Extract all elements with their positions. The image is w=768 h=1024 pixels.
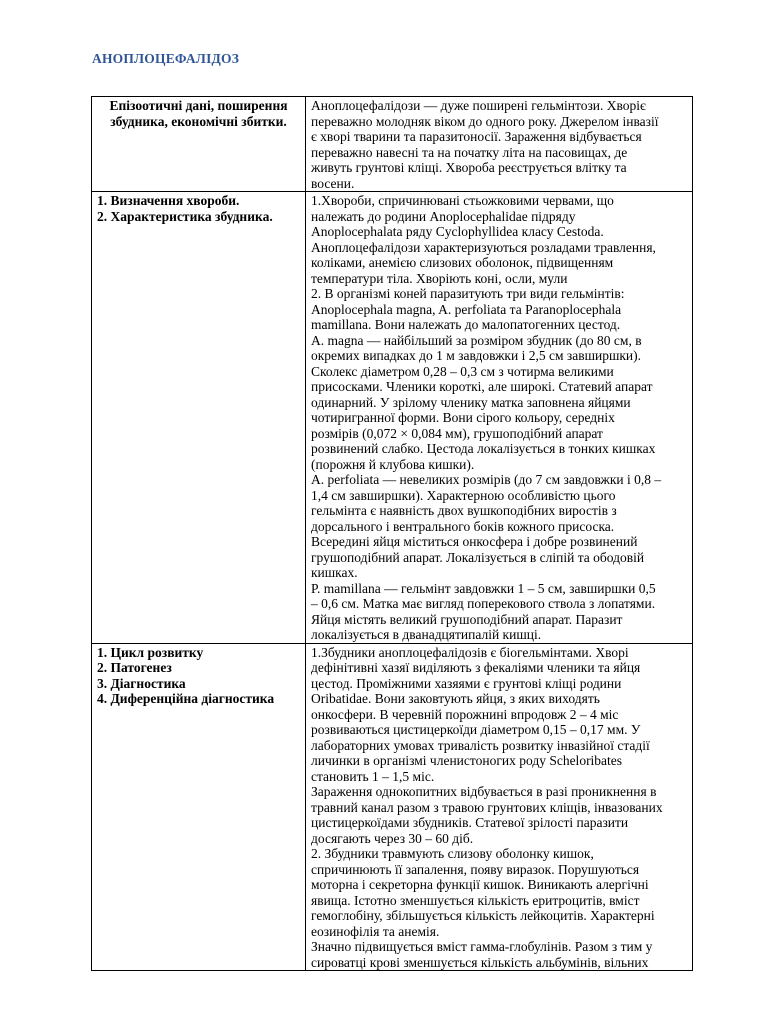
text-line: личинки в організмі членистоногих роду Scheloribates (311, 753, 623, 768)
text-line: дефінітивні хазяї виділяють з фекаліями членики та яйця (311, 660, 641, 675)
row-2-text-cell (306, 192, 693, 644)
text-line: Значно підвищується вміст гамма-глобулінів. Разом з тим у (311, 939, 653, 954)
text-line: цистицеркоїдами збудників. Статевої зрілості паразити (311, 815, 629, 830)
text-line: Oribatidae. Вони заковтують яйця, з яких виходять (311, 691, 600, 706)
text-line: становить 1 – 1,5 міс. (311, 768, 435, 784)
row-3-heading-line: 3. Діагностика (97, 675, 186, 691)
text-line: Аноплоцефалідози — дуже поширені гельмінтози. Хворіє (311, 98, 646, 113)
row-2-heading-line: 1. Визначення хвороби. (97, 193, 240, 208)
text-line: травний канал разом з травою грунтових кліщів, інвазованих (311, 799, 663, 815)
text-line: кишках. (311, 565, 358, 580)
text-line: Anoplocephala magna, A. perfoliata та Paranoplocephala (311, 301, 622, 317)
table-row (92, 192, 693, 644)
text-line: належать до родини Anoplocephalidae підряду (311, 208, 576, 224)
row-1-heading-cell (92, 97, 306, 192)
text-line: дорсального і вентрального боків кожного присоска. (311, 518, 615, 534)
text-line: моторна і секреторна функції кишок. Виникають алергічні (311, 877, 649, 892)
row-1-text-cell (306, 97, 693, 192)
text-line: онкосфери. В черевній порожнині впродовж 2 – 4 міс (311, 706, 619, 722)
text-line: 1.Збудники аноплоцефалідозів є біогельмінтами. Хворі (311, 644, 629, 660)
text-line: гемоглобіну, збільшується кількість лейкоцитів. Характерні (311, 908, 655, 923)
text-line: коліками, анемією слизових оболонок, підвищенням (311, 255, 614, 270)
text-line: 1.Хвороби, спричинювані стьожковими червами, що (311, 193, 614, 208)
text-line: Яйця містять великий грушоподібний апарат. Паразит (311, 611, 623, 627)
text-line: розвинений слабко. Цестода локалізується в тонких кишках (311, 441, 656, 456)
row-3-text-cell (306, 643, 693, 970)
text-line: окремих випадках до 1 м завдовжки і 2,5 см завширшки). (311, 348, 641, 363)
text-line: еозинофілія та анемія. (311, 923, 440, 939)
row-2-heading-cell (92, 192, 306, 644)
text-line: Зараження однокопитних відбувається в разі проникнення в (311, 784, 657, 799)
text-line: переважно молодняк віком до одного року. Джерелом інвазії (311, 113, 659, 129)
page-title: АНОПЛОЦЕФАЛІДОЗ (92, 51, 240, 66)
text-line: A. perfoliata — невеликих розмірів (до 7 см завдовжки і 0,8 – (311, 472, 662, 487)
text-line: P. mamillana — гельмінт завдовжки 1 – 5 см, завширшки 0,5 (311, 580, 656, 596)
text-line: температури тіла. Хворіють коні, осли, мули (311, 270, 568, 286)
text-line: грушоподібний апарат. Локалізується в сліпій та ободовій (311, 549, 645, 565)
text-line: Сколекс діаметром 0,28 – 0,3 см з чотирма великими (311, 363, 614, 379)
row-1-heading-line: Епізоотичні дані, поширення (109, 98, 288, 113)
row-3-heading-cell (92, 643, 306, 970)
text-line: (порожня й клубова кишки). (311, 456, 475, 472)
text-line: спричинюють її запалення, появу виразок. Порушуються (311, 861, 640, 877)
table-row (92, 643, 693, 970)
text-line: восени. (311, 175, 355, 191)
row-2-heading-line: 2. Характеристика збудника. (97, 208, 273, 224)
text-line: чотиригранної форми. Вони сірого кольору, середніх (311, 410, 615, 425)
text-line: гельмінта є наявність двох вушкоподібних виростів з (311, 503, 617, 518)
text-line: присосками. Членики короткі, але широкі. Статевий апарат (311, 379, 653, 394)
text-line: локалізується в дванадцятипалій кишці. (311, 627, 542, 642)
text-line: розмірів (0,072 × 0,084 мм), грушоподібний апарат (311, 425, 603, 441)
text-line: досягають через 30 – 60 діб. (311, 830, 474, 846)
text-line: цестод. Проміжними хазяями є грунтові кліщі родини (311, 675, 622, 691)
text-line: сироватці крові зменшується кількість альбумінів, вільних (311, 954, 649, 970)
text-line: Anoplocephalata ряду Cyclophyllidea класу Cestoda. (311, 224, 604, 239)
text-line: 1,4 см завширшки). Характерною особливістю цього (311, 487, 616, 503)
text-line: лабораторних умовах тривалість розвитку інвазійної стадії (311, 737, 650, 753)
text-line: mamillana. Вони належать до малопатогенних цестод. (311, 317, 621, 332)
row-3-heading-line: 4. Диференційна діагностика (97, 691, 275, 706)
text-line: Всередині яйця міститься онкосфера і добре розвинений (311, 534, 638, 549)
table-row (92, 97, 693, 192)
text-line: – 0,6 см. Матка має вигляд поперекового ствола з лопатями. (311, 596, 656, 611)
text-line: переважно навесні та на початку літа на пасовищах, де (311, 144, 628, 160)
text-line: 2. В організмі коней паразитують три види гельмінтів: (311, 286, 625, 301)
text-line: є хворі тварини та паразитоносії. Зараження відбувається (311, 129, 642, 144)
row-3-heading-line: 2. Патогенез (97, 660, 172, 675)
content-table (91, 96, 693, 971)
row-3-heading-line: 1. Цикл розвитку (97, 644, 204, 660)
text-line: явища. Істотно зменшується кількість еритроцитів, вміст (311, 892, 640, 908)
text-line: живуть грунтові кліщі. Хвороба реєструється влітку та (311, 160, 627, 175)
text-line: розвиваються цистицеркоїди діаметром 0,15 – 0,17 мм. У (311, 722, 641, 737)
text-line: A. magna — найбільший за розміром збудник (до 80 см, в (311, 332, 642, 348)
text-line: Аноплоцефалідози характеризуються розладами травлення, (311, 239, 656, 255)
text-line: одинарний. У зрілому членику матка заповнена яйцями (311, 394, 631, 410)
row-1-heading-line: збудника, економічні збитки. (110, 113, 287, 129)
text-line: 2. Збудники травмують слизову оболонку кишок, (311, 846, 594, 861)
